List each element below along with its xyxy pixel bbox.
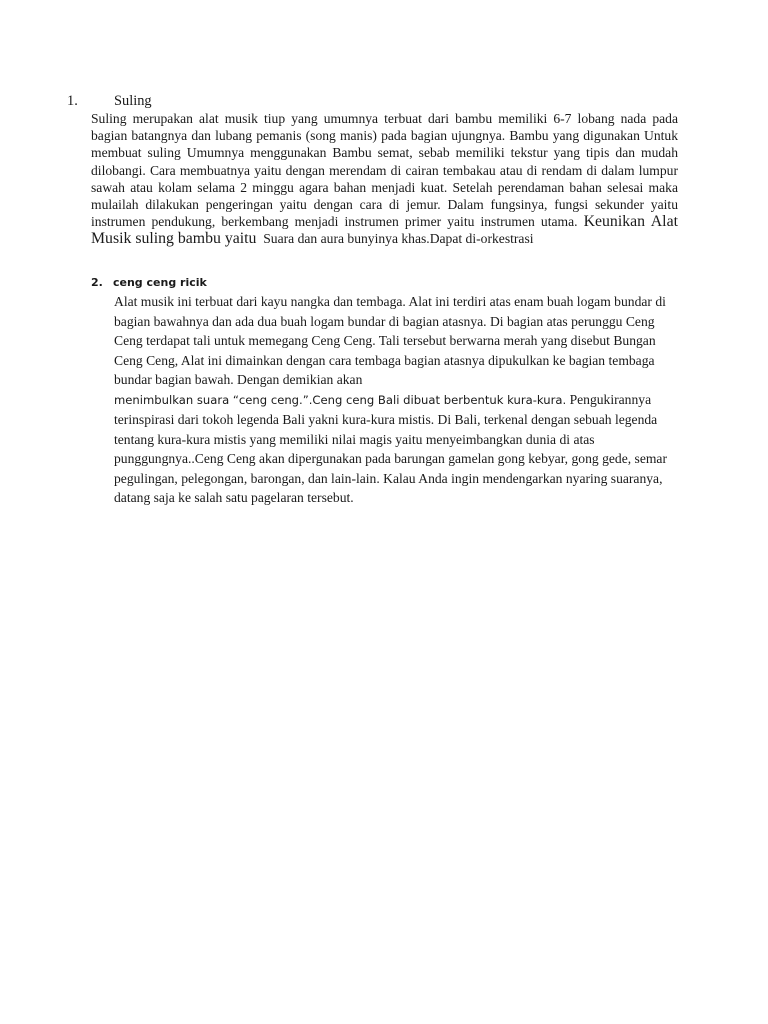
section-2-number: 2.: [91, 276, 103, 289]
section-2-title: ceng ceng ricik: [113, 276, 207, 289]
section-2-text: Alat musik ini terbuat dari kayu nangka dan tembaga. Alat ini terdiri atas enam buah logam bundar di bagian bawahnya dan ada dua buah logam bundar di bagian atasnya. Di bagian atas perunggu Ceng Ceng terdapat tali untuk memegang Ceng Ceng. Tali tersebut berwarna merah yang disebut Bungan Ceng Ceng, Alat ini dimainkan dengan cara tembaga bagian atasnya dipukulkan ke bagian tembaga bundar bagian bawah. Dengan demikian akan: [114, 294, 666, 387]
section-2-text-end: Pengukirannya terinspirasi dari tokoh legenda Bali yakni kura-kura mistis. Di Bali, terkenal dengan sebuah legenda tentang kura-kura mistis yang memiliki nilai magis yaitu menyeimbangkan dunia di atas punggungnya..Ceng Ceng akan dipergunakan pada barungan gamelan gong kebyar, gong gede, semar pegulingan, pelegongan, barongan, dan lain-lain. Kalau Anda ingin mendengarkan nyaring suaranya, datang saja ke salah satu pagelaran tersebut.: [114, 391, 667, 505]
section-1-title: Suling: [114, 93, 152, 109]
section-1-text: Suling merupakan alat musik tiup yang umumnya terbuat dari bambu memiliki 6-7 lobang nada pada bagian batangnya dan lubang pemanis (song manis) pada bagian ujungnya. Bambu yang digunakan Untuk membuat suling Umumnya menggunakan Bambu semat, sebab memiliki tekstur yang tipis dan mudah dilobangi. Cara membuatnya yaitu dengan merendam di cairan tembakau atau di rendam di dalam lumpur sawah atau kolam selama 2 minggu agara bahan menjadi kuat. Setelah perendaman bahan selesai maka mulailah dilakukan pengeringan yaitu dengan cara di jemur. Dalam fungsinya, fungsi sekunder yaitu instrumen pendukung, berkembang menjadi instrumen primer yaitu instrumen utama.: [91, 111, 678, 230]
section-1-paragraph: [91, 110, 678, 248]
section-1-emphasis: Keunikan Alat Musik suling bambu yaitu: [91, 213, 678, 248]
section-2-paragraph: [114, 292, 674, 508]
section-1-text-end: Suara dan aura bunyinya khas.Dapat di-orkestrasi: [263, 231, 534, 247]
section-2-text-sans: menimbulkan suara “ceng ceng.”.Ceng ceng Bali dibuat berbentuk kura-kura.: [114, 392, 567, 407]
section-1-number: 1.: [67, 93, 78, 109]
